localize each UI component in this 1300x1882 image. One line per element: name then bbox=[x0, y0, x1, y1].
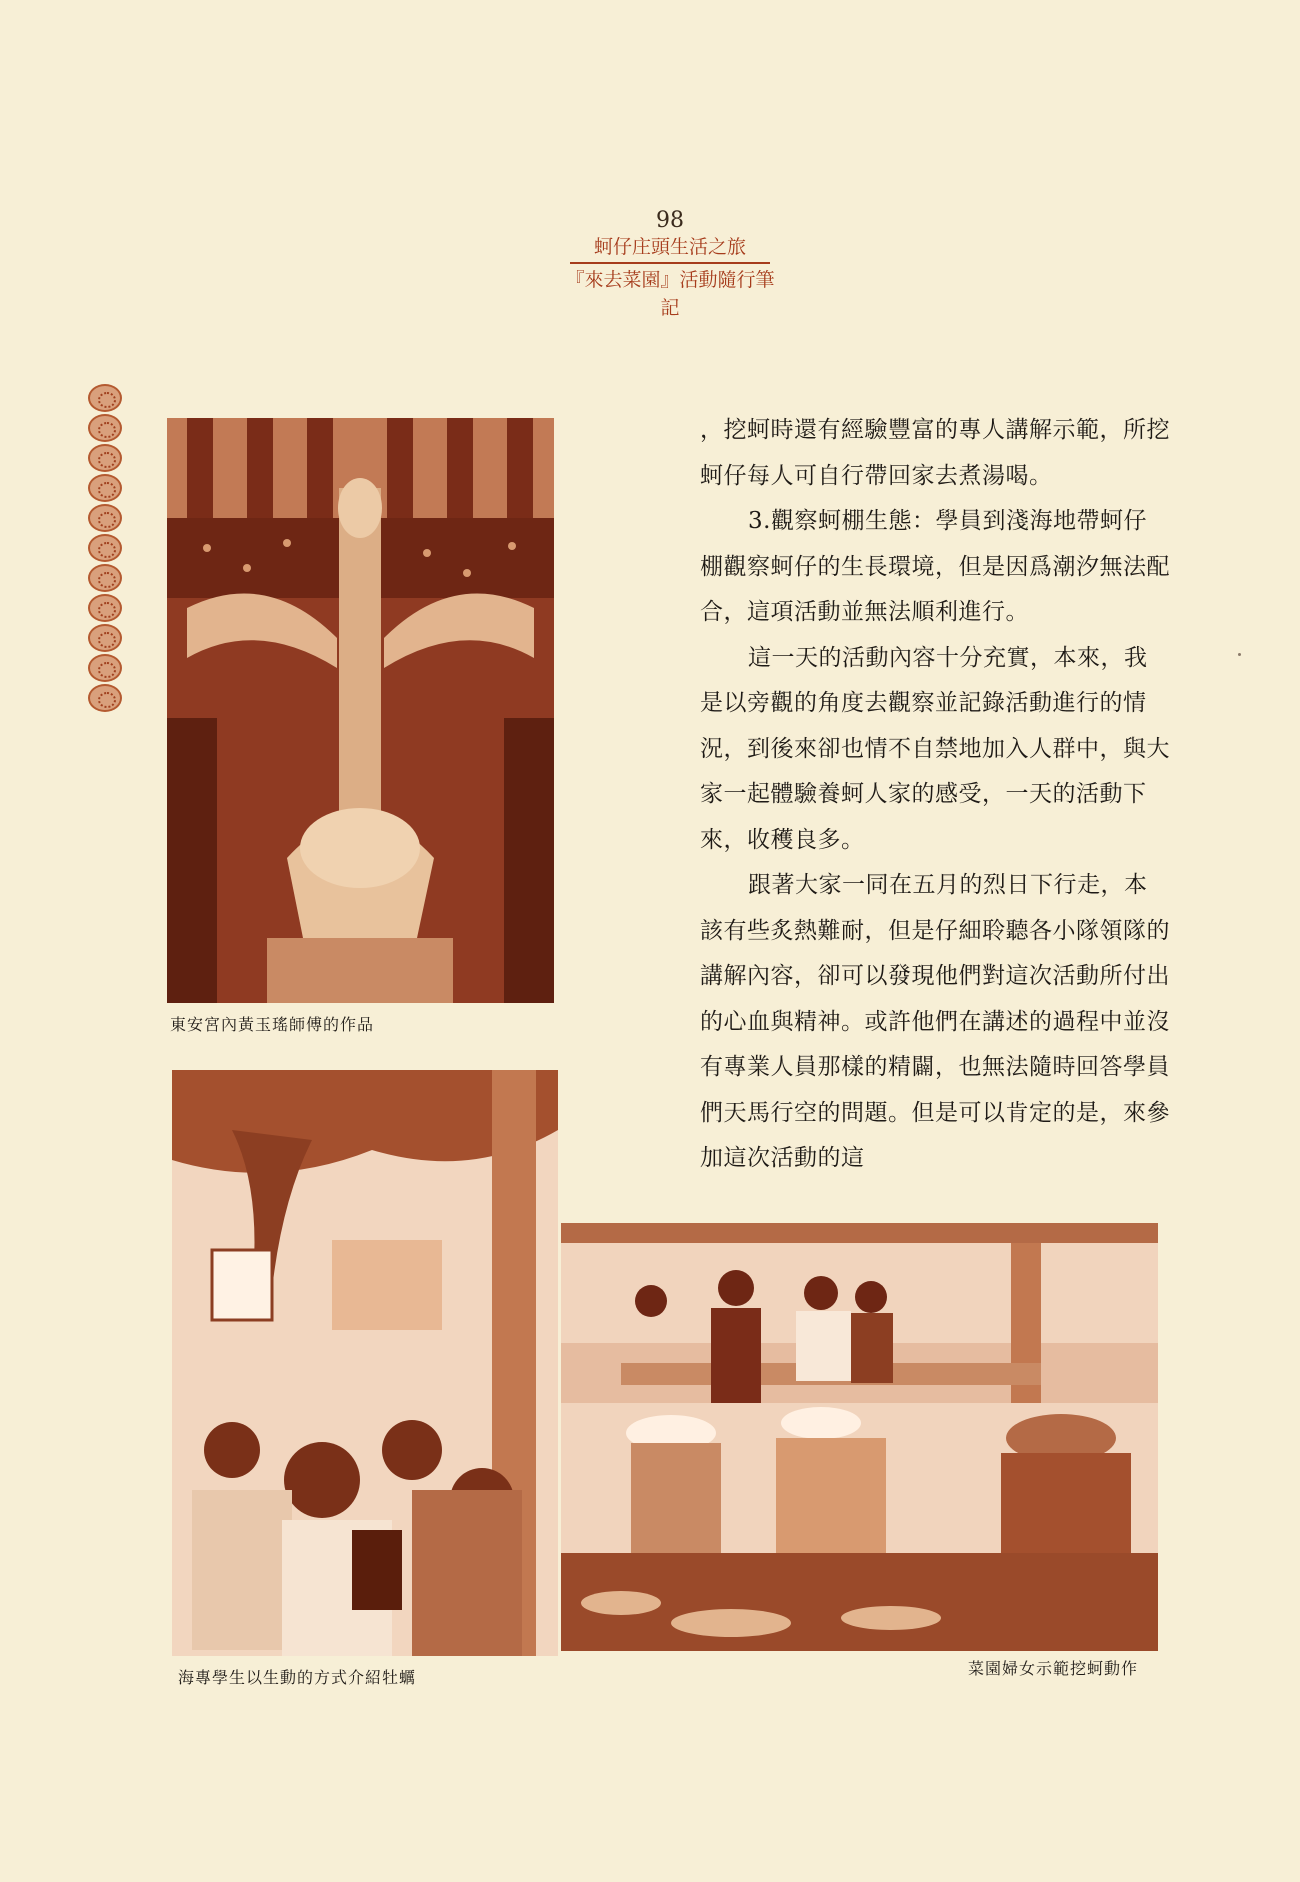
students-intro-caption: 海專學生以生動的方式介紹牡蠣 bbox=[178, 1668, 417, 1687]
coin-ornament-icon bbox=[88, 534, 122, 562]
students-under-tree-icon bbox=[172, 1070, 558, 1656]
coin-ornament-icon bbox=[88, 504, 122, 532]
page-header bbox=[560, 208, 780, 322]
paragraph: ，挖蚵時還有經驗豐富的專人講解示範，所挖蚵仔每人可自行帶回家去煮湯喝。 bbox=[700, 417, 1170, 489]
coin-ornament-icon bbox=[88, 654, 122, 682]
coin-ornament-icon bbox=[88, 594, 122, 622]
women-shucking-oysters-icon bbox=[561, 1223, 1158, 1651]
students-intro-photo bbox=[172, 1070, 558, 1656]
coin-ornament-icon bbox=[88, 414, 122, 442]
paragraph: 跟著大家一同在五月的烈日下行走，本該有些炙熱難耐，但是仔細聆聽各小隊領隊的講解內容，卻可以發現他們對這次活動所付出的心血與精神。或許他們在講述的過程中並沒有專業人員那樣的精闢，也無法隨時回答學員們天馬行空的問題。但是可以肯定的是，來參加這次活動的這 bbox=[700, 872, 1170, 1171]
women-oysters-photo bbox=[561, 1223, 1158, 1651]
book-title: 蚵仔庄頭生活之旅 bbox=[570, 234, 770, 264]
paper-speck bbox=[1238, 653, 1241, 656]
coin-ornament-icon bbox=[88, 564, 122, 592]
women-oysters-caption: 菜園婦女示範挖蚵動作 bbox=[968, 1659, 1139, 1678]
temple-carving-photo bbox=[167, 418, 554, 1003]
coin-ornament-icon bbox=[88, 684, 122, 712]
coin-ornament-icon bbox=[88, 624, 122, 652]
margin-ornament bbox=[88, 384, 126, 714]
temple-roof-carving-icon bbox=[167, 418, 554, 1003]
page-number: 98 bbox=[656, 208, 684, 233]
paragraph: 這一天的活動內容十分充實，本來，我是以旁觀的角度去觀察並記錄活動進行的情況，到後來卻也情不自禁地加入人群中，與大家一起體驗養蚵人家的感受，一天的活動下來，收穫良多。 bbox=[700, 644, 1170, 853]
paragraph: 3.觀察蚵棚生態：學員到淺海地帶蚵仔棚觀察蚵仔的生長環境，但是因爲潮汐無法配合，這項活動並無法順利進行。 bbox=[700, 508, 1170, 625]
temple-carving-caption: 東安宮內黃玉瑤師傅的作品 bbox=[170, 1015, 375, 1034]
coin-ornament-icon bbox=[88, 444, 122, 472]
article-body bbox=[700, 408, 1170, 1182]
coin-ornament-icon bbox=[88, 384, 122, 412]
chapter-title: 『來去菜園』活動隨行筆記 bbox=[565, 269, 775, 319]
coin-ornament-icon bbox=[88, 474, 122, 502]
